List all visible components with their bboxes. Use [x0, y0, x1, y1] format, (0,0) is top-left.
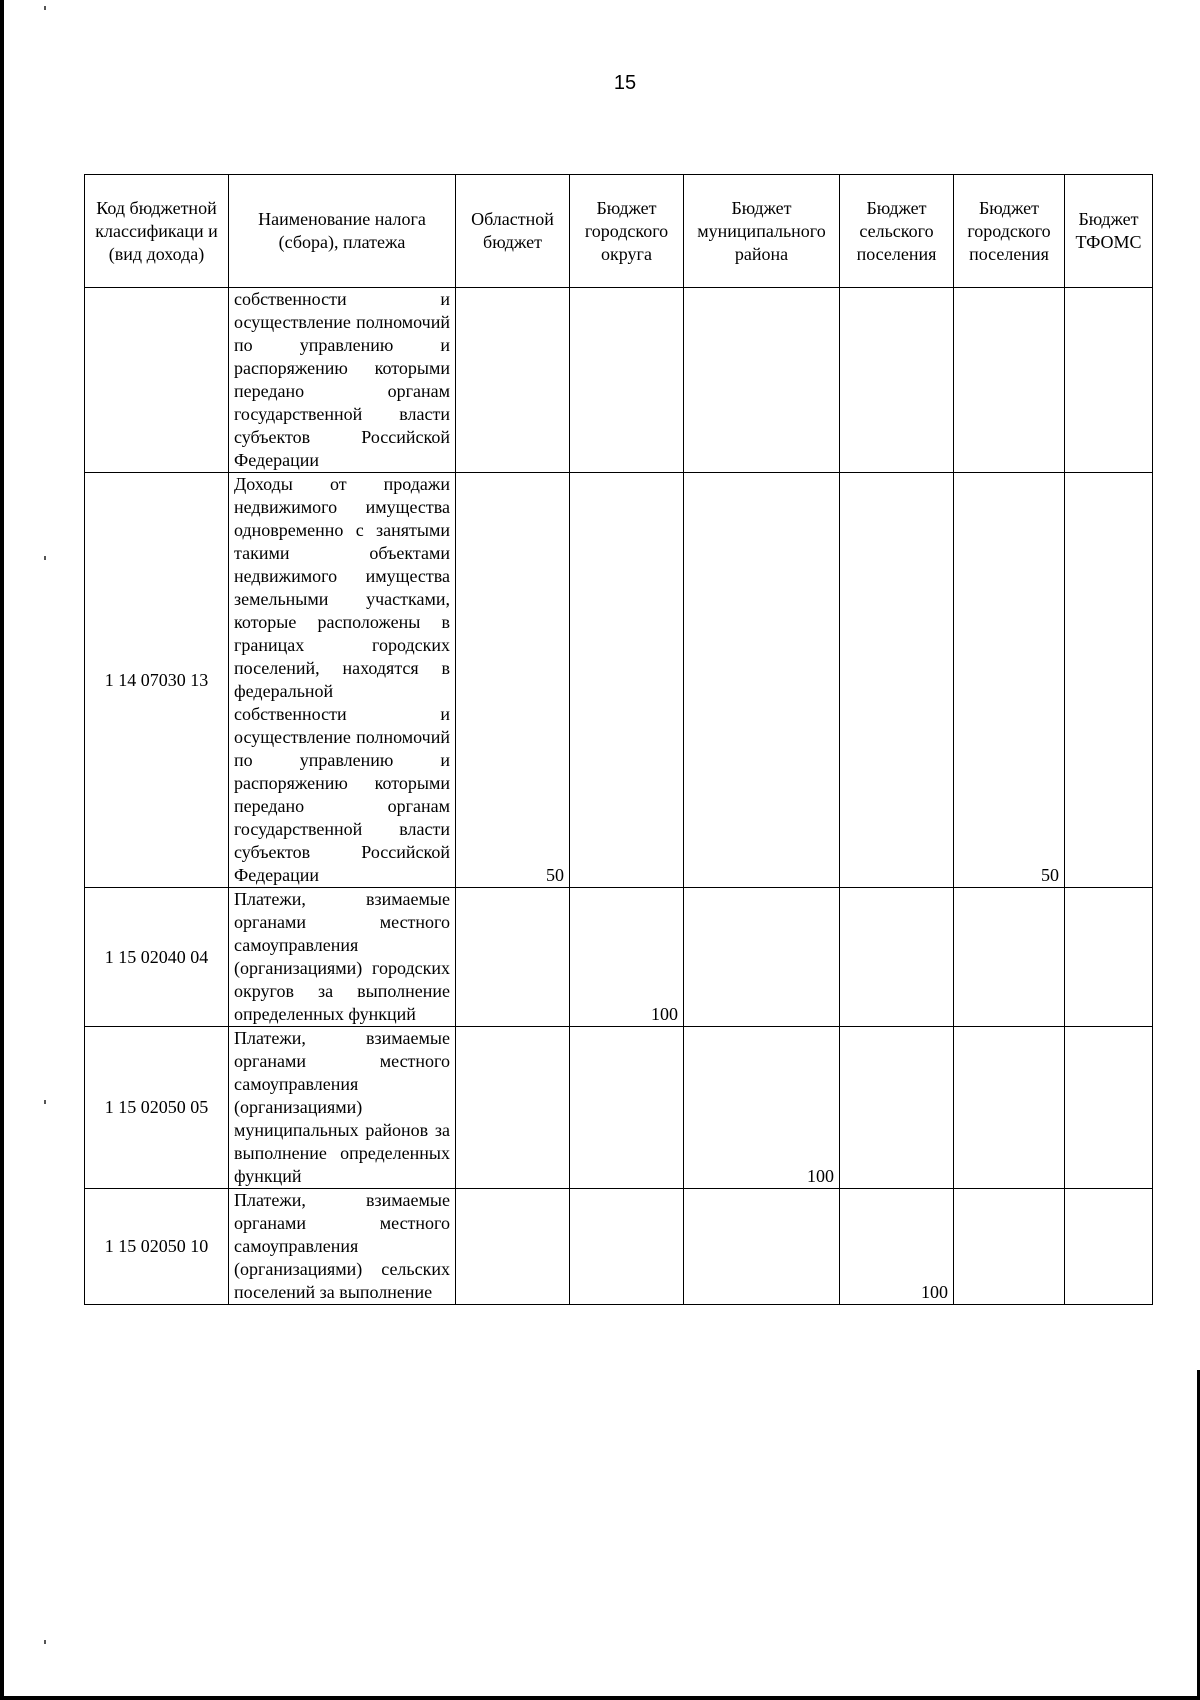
- scan-mark: [44, 1640, 46, 1644]
- header-row: [85, 175, 1153, 288]
- cell-oblast: [456, 1189, 570, 1305]
- cell-name: Доходы от продажи недвижимого имущества одновременно с занятыми такими объектами недвижимого имущества земельными участками, которые расположены в границах городских поселений, находятся в федеральной собственности и осуществление полномочий по управлению и распоряжению которыми передано органам государственной власти субъектов Российской Федерации: [229, 473, 456, 888]
- cell-municipal-district: 100: [684, 1027, 840, 1189]
- scan-mark: [44, 1100, 46, 1104]
- table-body: [85, 288, 1153, 1305]
- cell-code: 1 15 02050 10: [85, 1189, 229, 1305]
- cell-rural-settlement: [840, 473, 954, 888]
- cell-urban-settlement: [954, 1027, 1065, 1189]
- table-row: [85, 1027, 1153, 1189]
- cell-name: Платежи, взимаемые органами местного самоуправления (организациями) сельских поселений за выполнение: [229, 1189, 456, 1305]
- header-name: Наименование налога (сбора), платежа: [229, 175, 456, 288]
- cell-oblast: [456, 888, 570, 1027]
- cell-city-district: [570, 1027, 684, 1189]
- cell-city-district: [570, 473, 684, 888]
- header-municipal-district: Бюджет муниципального района: [684, 175, 840, 288]
- cell-tfoms: [1065, 1027, 1153, 1189]
- cell-municipal-district: [684, 288, 840, 473]
- cell-name: собственности и осуществление полномочий по управлению и распоряжению которыми передано органам государственной власти субъектов Российской Федерации: [229, 288, 456, 473]
- cell-code: 1 15 02040 04: [85, 888, 229, 1027]
- page-border-bottom: [0, 1696, 1200, 1700]
- cell-urban-settlement: [954, 288, 1065, 473]
- header-rural-settlement: Бюджет сельского поселения: [840, 175, 954, 288]
- cell-city-district: [570, 1189, 684, 1305]
- cell-code: [85, 288, 229, 473]
- cell-rural-settlement: [840, 1027, 954, 1189]
- header-urban-settlement: Бюджет городского поселения: [954, 175, 1065, 288]
- cell-name: Платежи, взимаемые органами местного самоуправления (организациями) муниципальных районов за выполнение определенных функций: [229, 1027, 456, 1189]
- cell-code: 1 15 02050 05: [85, 1027, 229, 1189]
- cell-oblast: 50: [456, 473, 570, 888]
- cell-rural-settlement: 100: [840, 1189, 954, 1305]
- header-city-district: Бюджет городского округа: [570, 175, 684, 288]
- scan-mark: [44, 6, 46, 10]
- cell-name: Платежи, взимаемые органами местного самоуправления (организациями) городских округов за выполнение определенных функций: [229, 888, 456, 1027]
- table-row: [85, 473, 1153, 888]
- cell-city-district: [570, 288, 684, 473]
- cell-urban-settlement: 50: [954, 473, 1065, 888]
- cell-oblast: [456, 1027, 570, 1189]
- cell-tfoms: [1065, 473, 1153, 888]
- cell-rural-settlement: [840, 288, 954, 473]
- cell-rural-settlement: [840, 888, 954, 1027]
- cell-tfoms: [1065, 888, 1153, 1027]
- table-header: [85, 175, 1153, 288]
- budget-table: [84, 174, 1153, 1305]
- cell-code: 1 14 07030 13: [85, 473, 229, 888]
- cell-municipal-district: [684, 473, 840, 888]
- cell-municipal-district: [684, 888, 840, 1027]
- cell-municipal-district: [684, 1189, 840, 1305]
- cell-urban-settlement: [954, 888, 1065, 1027]
- page-border-left: [0, 0, 4, 1700]
- cell-urban-settlement: [954, 1189, 1065, 1305]
- header-oblast: Областной бюджет: [456, 175, 570, 288]
- cell-tfoms: [1065, 288, 1153, 473]
- cell-city-district: 100: [570, 888, 684, 1027]
- header-code: Код бюджетной классификаци и (вид дохода): [85, 175, 229, 288]
- page-number: 15: [613, 72, 637, 94]
- table-row: [85, 288, 1153, 473]
- header-tfoms: Бюджет ТФОМС: [1065, 175, 1153, 288]
- cell-oblast: [456, 288, 570, 473]
- scan-mark: [44, 556, 46, 560]
- table-row: [85, 888, 1153, 1027]
- table-row: [85, 1189, 1153, 1305]
- cell-tfoms: [1065, 1189, 1153, 1305]
